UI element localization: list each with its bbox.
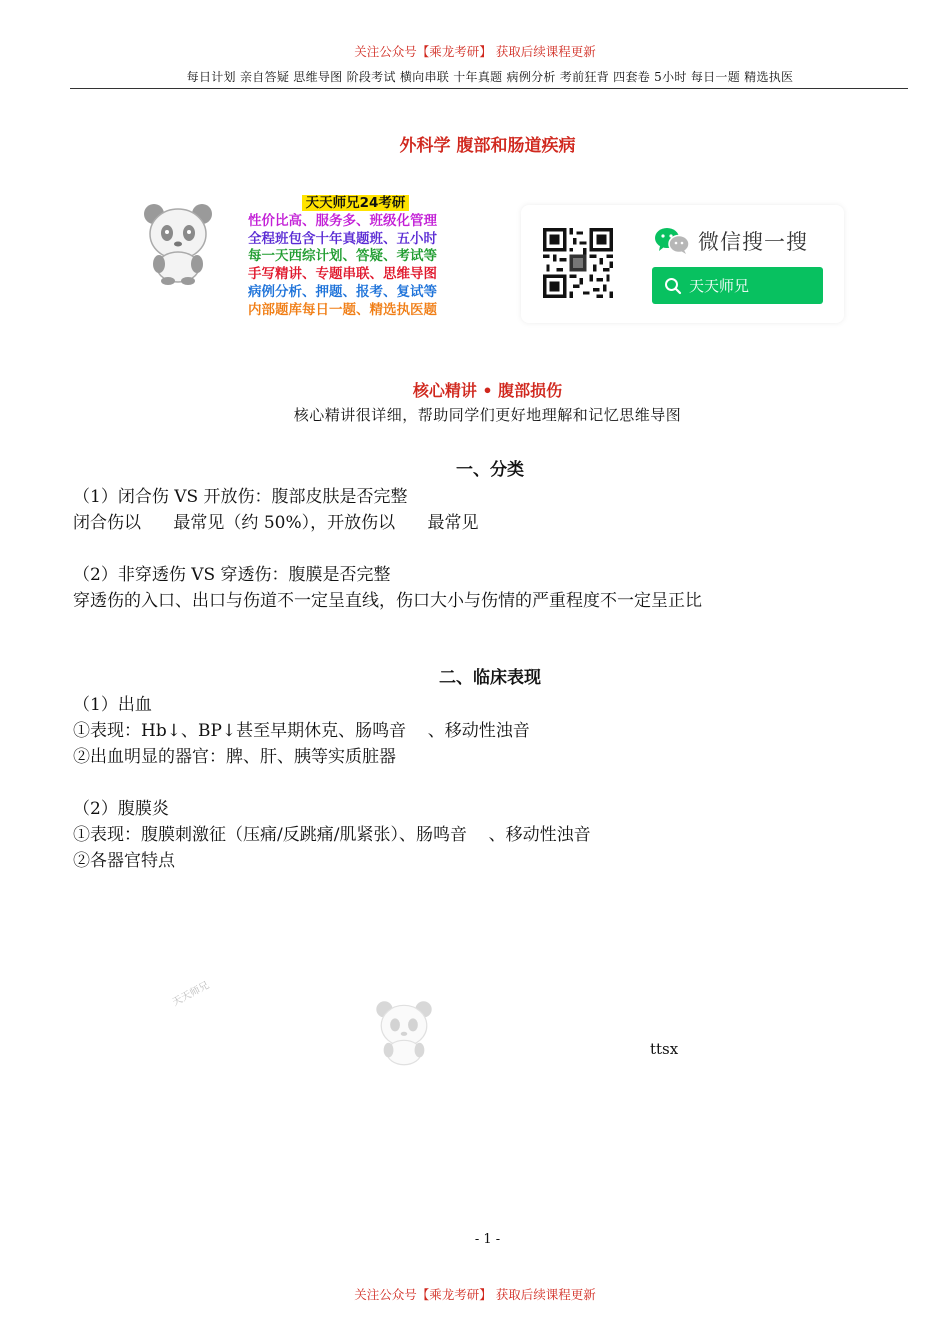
content-line: ②各器官特点	[73, 851, 175, 871]
content-line: ①表现：Hb↓、BP↓甚至早期休克、肠鸣音 、移动性浊音	[73, 721, 530, 741]
content-line: （1）闭合伤 VS 开放伤：腹部皮肤是否完整	[73, 487, 408, 507]
content-line: ①表现：腹膜刺激征（压痛/反跳痛/肌紧张）、肠鸣音 、移动性浊音	[73, 825, 591, 845]
page-number: - 1 -	[474, 1232, 501, 1247]
content-line: （1）出血	[73, 695, 152, 715]
promo-line: 全程班包含十年真题班、五小时	[248, 230, 437, 247]
section-title: 核心精讲 • 腹部损伤	[412, 381, 563, 400]
promo-line: 每一天西综计划、答疑、考试等	[248, 248, 437, 265]
ttsx-mark: ttsx	[650, 1040, 679, 1058]
header-divider	[70, 88, 908, 89]
part-heading: 一、分类	[456, 460, 524, 480]
promo-text-block	[248, 195, 463, 320]
promo-line: 内部题库每日一题、精选执医题	[248, 301, 437, 318]
wechat-search-value: 天天师兄	[689, 277, 750, 295]
top-notice: 关注公众号【乘龙考研】 获取后续课程更新	[354, 44, 596, 59]
wechat-logo-icon	[654, 227, 690, 255]
watermark-text: 天天师兄	[170, 980, 212, 1009]
promo-line: 病例分析、押题、报考、复试等	[248, 283, 437, 300]
section-subtitle: 核心精讲很详细，帮助同学们更好地理解和记忆思维导图	[293, 406, 682, 424]
course-feature-list: 每日计划 亲自答疑 思维导图 阶段考试 横向串联 十年真题 病例分析 考前狂背 四套卷 5小时 每日一题 精选执医	[186, 70, 794, 84]
promo-line: 手写精讲、专题串联、思维导图	[248, 266, 437, 283]
content-line: ②出血明显的器官：脾、肝、胰等实质脏器	[73, 747, 396, 767]
content-line: （2）非穿透伤 VS 穿透伤：腹膜是否完整	[73, 565, 391, 585]
content-line: 穿透伤的入口、出口与伤道不一定呈直线，伤口大小与伤情的严重程度不一定呈正比	[73, 591, 702, 611]
bottom-notice: 关注公众号【乘龙考研】 获取后续课程更新	[354, 1287, 596, 1302]
panda-watermark-icon	[368, 998, 440, 1068]
document-title: 外科学 腹部和肠道疾病	[399, 136, 576, 156]
content-line: （2）腹膜炎	[73, 799, 169, 819]
panda-mascot-icon	[137, 200, 219, 286]
wechat-search-title: 微信搜一搜	[698, 230, 808, 254]
qr-code-icon[interactable]	[543, 228, 613, 298]
part-heading: 二、临床表现	[439, 668, 541, 688]
content-line: 闭合伤以 最常见（约 50%），开放伤以 最常见	[73, 513, 479, 533]
search-icon	[664, 277, 682, 295]
promo-title: 天天师兄24考研	[248, 195, 463, 213]
promo-line: 性价比高、服务多、班级化管理	[248, 212, 437, 229]
